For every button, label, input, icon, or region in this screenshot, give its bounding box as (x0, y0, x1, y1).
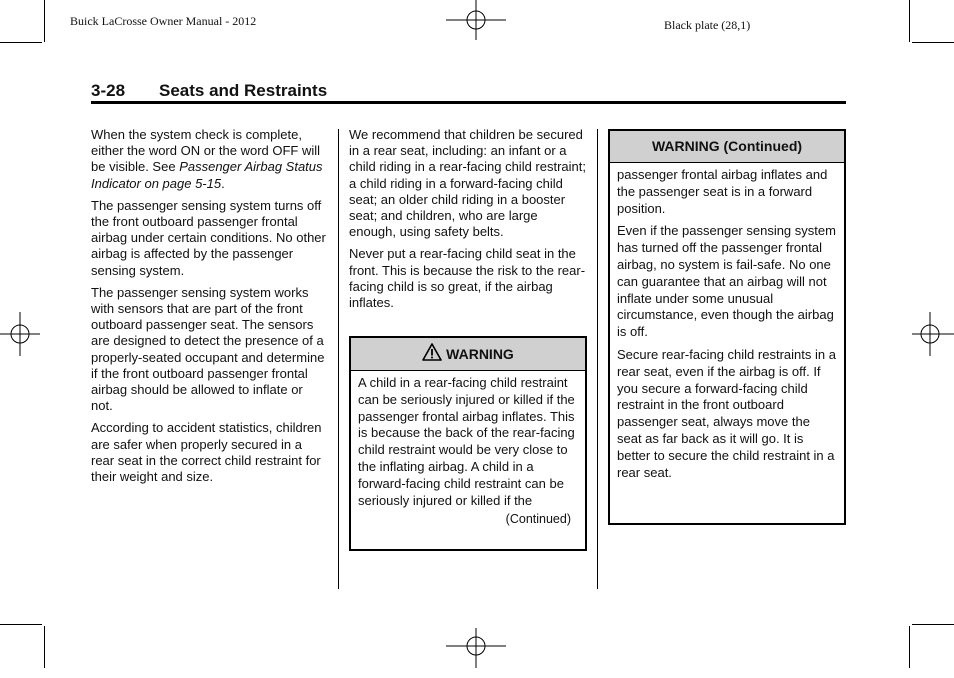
warning-title: WARNING (Continued) (651, 138, 803, 154)
plate-label: Black plate (28,1) (664, 18, 751, 32)
cross-reference-link[interactable]: Passenger Airbag Status Indicator on page 5-15 (91, 159, 323, 191)
paragraph: When the system check is complete, either the word ON or the word OFF will be visible. See Passenger Airbag Status Indicator on page 5-15. (91, 127, 323, 191)
heading-rule (91, 101, 846, 104)
paragraph: Even if the passenger sensing system has turned off the passenger frontal airbag, no system is fail-safe. No one can guarantee that an airbag will not inflate under some unusual circumstance, even though the airbag is off. (617, 223, 836, 340)
page-number: 3-28 (91, 81, 126, 100)
warning-header (610, 131, 844, 163)
paragraph: Secure rear-facing child restraints in a rear seat, even if the airbag is off. If you secure a forward-facing child restraint in the front outboard passenger seat, always move the seat as far back as it will go. It is better to secure the child restraint in a rear seat. (617, 346, 836, 480)
registration-crosshair-icon (446, 618, 506, 678)
crop-mark (912, 624, 954, 625)
document-title: Buick LaCrosse Owner Manual - 2012 (70, 14, 257, 28)
paragraph: The passenger sensing system works with sensors that are part of the front outboard passenger seat. The sensors are designed to detect the presence of a properly-seated occupant and determine if the front outboard passenger frontal airbag should be allowed to inflate or not. (91, 284, 325, 414)
section-heading (91, 81, 327, 101)
warning-text: A child in a rear-facing child restraint can be seriously injured or killed if the passenger frontal airbag inflates. This is because the back of the rear-facing child restraint would be very close to the inflating airbag. A child in a forward-facing child restraint can be seriously injured or killed if the (358, 375, 575, 508)
crop-mark (909, 0, 910, 42)
crop-mark (909, 626, 910, 668)
crop-mark (0, 624, 42, 625)
paragraph: passenger frontal airbag inflates and the passenger seat is in a forward position. (617, 167, 828, 216)
crop-mark (912, 42, 954, 43)
warning-continued-box (608, 129, 846, 525)
paragraph: Never put a rear-facing child seat in the front. This is because the risk to the rear-facing child is so great, if the airbag inflates. (349, 246, 586, 311)
crop-mark (0, 42, 42, 43)
column-1 (91, 127, 326, 491)
paragraph: We recommend that children be secured in a rear seat, including: an infant or a child riding in a rear-facing child restraint; a child riding in a forward-facing child seat; an older child riding in a booster seat; and children, who are large enough, using safety belts. (349, 127, 586, 240)
continued-label: (Continued) (505, 512, 571, 527)
warning-body (610, 163, 844, 481)
column-2 (349, 127, 586, 317)
warning-box (349, 336, 587, 551)
warning-header (351, 338, 585, 371)
paragraph: The passenger sensing system turns off the front outboard passenger frontal airbag under certain conditions. No other airbag is affected by the passenger sensing system. (91, 197, 326, 278)
warning-body (351, 371, 585, 528)
paragraph: According to accident statistics, children are safer when properly secured in a rear seat in the correct child restraint for their weight and size. (91, 420, 322, 485)
registration-crosshair-icon (446, 0, 506, 60)
column-divider (597, 129, 598, 589)
crop-mark (44, 0, 45, 42)
section-title: Seats and Restraints (159, 81, 328, 100)
registration-crosshair-icon (0, 304, 60, 364)
column-divider (338, 129, 339, 589)
registration-crosshair-icon (900, 304, 954, 364)
warning-title: WARNING (446, 346, 514, 362)
warning-triangle-icon (422, 343, 442, 361)
crop-mark (44, 626, 45, 668)
